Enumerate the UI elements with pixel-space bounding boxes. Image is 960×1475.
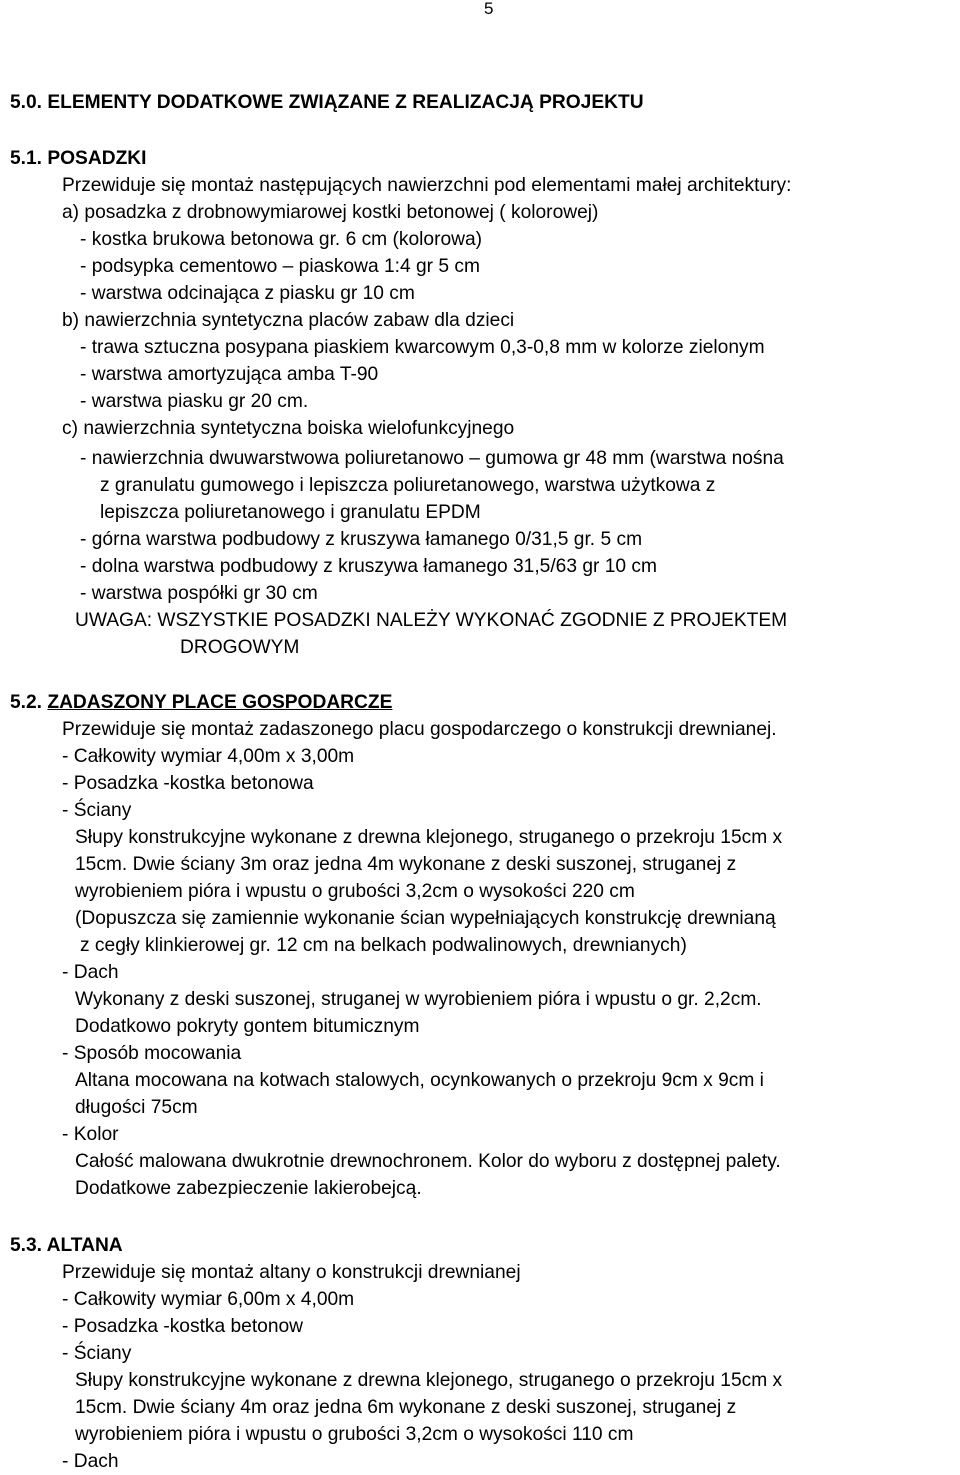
section-title: ALTANA: [46, 1235, 123, 1256]
text-line: - warstwa odcinająca z piasku gr 10 cm: [80, 283, 415, 304]
text-line: - Całkowity wymiar 6,00m x 4,00m: [62, 1289, 355, 1310]
text-line: 15cm. Dwie ściany 4m oraz jedna 6m wykonane z deski suszonej, struganej z: [75, 1397, 737, 1418]
section-number: 5.3.: [10, 1235, 43, 1256]
text-line: Dodatkowe zabezpieczenie lakierobejcą.: [75, 1178, 422, 1199]
text-line: 15cm. Dwie ściany 3m oraz jedna 4m wykonane z deski suszonej, struganej z: [75, 854, 737, 875]
text-line: c) nawierzchnia syntetyczna boiska wielofunkcyjnego: [62, 418, 515, 439]
text-line: Słupy konstrukcyjne wykonane z drewna klejonego, struganego o przekroju 15cm x: [75, 827, 783, 848]
text-line: wyrobieniem pióra i wpustu o grubości 3,2cm o wysokości 220 cm: [75, 881, 635, 902]
section-title: ZADASZONY PLACE GOSPODARCZE: [47, 692, 393, 713]
text-line: - Posadzka -kostka betonowa: [62, 773, 314, 794]
section-5-3-title: [10, 1232, 123, 1259]
text-line: wyrobieniem pióra i wpustu o grubości 3,2cm o wysokości 110 cm: [75, 1424, 634, 1445]
text-line: - Ściany: [62, 1343, 132, 1364]
text-line: Altana mocowana na kotwach stalowych, ocynkowanych o przekroju 9cm x 9cm i: [75, 1070, 764, 1091]
section-number: 5.2.: [10, 692, 43, 713]
text-line: - podsypka cementowo – piaskowa 1:4 gr 5 cm: [80, 256, 480, 277]
text-line: - kostka brukowa betonowa gr. 6 cm (kolorowa): [80, 229, 483, 250]
text-line: - Sposób mocowania: [62, 1043, 242, 1064]
text-line: Dodatkowo pokryty gontem bitumicznym: [75, 1016, 420, 1037]
warning-line: DROGOWYM: [180, 637, 300, 658]
text-line: - trawa sztuczna posypana piaskiem kwarcowym 0,3-0,8 mm w kolorze zielonym: [80, 337, 765, 358]
text-line: - Całkowity wymiar 4,00m x 3,00m: [62, 746, 355, 767]
main-heading: 5.0. ELEMENTY DODATKOWE ZWIĄZANE Z REALIZACJĄ PROJEKTU: [10, 92, 644, 113]
text-line: Przewiduje się montaż następujących nawierzchni pod elementami małej architektury:: [62, 175, 792, 196]
text-line: - górna warstwa podbudowy z kruszywa łamanego 0/31,5 gr. 5 cm: [80, 529, 643, 550]
section-5-2-title: [10, 689, 392, 716]
text-line: - dolna warstwa podbudowy z kruszywa łamanego 31,5/63 gr 10 cm: [80, 556, 657, 577]
text-line: długości 75cm: [75, 1097, 198, 1118]
text-line: Wykonany z deski suszonej, struganej w wyrobieniem pióra i wpustu o gr. 2,2cm.: [75, 989, 762, 1010]
text-line: - warstwa piasku gr 20 cm.: [80, 391, 309, 412]
text-line: - nawierzchnia dwuwarstwowa poliuretanowo – gumowa gr 48 mm (warstwa nośna: [80, 448, 784, 469]
text-line: - Ściany: [62, 800, 132, 821]
section-5-1-title: 5.1. POSADZKI: [10, 148, 147, 169]
text-line: z cegły klinkierowej gr. 12 cm na belkach podwalinowych, drewnianych): [80, 935, 687, 956]
text-line: z granulatu gumowego i lepiszcza poliuretanowego, warstwa użytkowa z: [100, 475, 716, 496]
text-line: - Kolor: [62, 1124, 119, 1145]
text-line: - Dach: [62, 962, 119, 983]
text-line: lepiszcza poliuretanowego i granulatu EPDM: [100, 502, 481, 523]
text-line: Przewiduje się montaż zadaszonego placu gospodarczego o konstrukcji drewnianej.: [62, 719, 777, 740]
text-line: - warstwa pospółki gr 30 cm: [80, 583, 318, 604]
text-line: Całość malowana dwukrotnie drewnochronem. Kolor do wyboru z dostępnej palety.: [75, 1151, 781, 1172]
text-line: - Posadzka -kostka betonow: [62, 1316, 304, 1337]
text-line: Słupy konstrukcyjne wykonane z drewna klejonego, struganego o przekroju 15cm x: [75, 1370, 783, 1391]
text-line: a) posadzka z drobnowymiarowej kostki betonowej ( kolorowej): [62, 202, 599, 223]
page-number: 5: [484, 0, 494, 18]
text-line: (Dopuszcza się zamiennie wykonanie ścian wypełniających konstrukcję drewnianą: [75, 908, 776, 929]
text-line: Przewiduje się montaż altany o konstrukcji drewnianej: [62, 1262, 521, 1283]
warning-line: UWAGA: WSZYSTKIE POSADZKI NALEŻY WYKONAĆ ZGODNIE Z PROJEKTEM: [75, 610, 788, 631]
text-line: b) nawierzchnia syntetyczna placów zabaw dla dzieci: [62, 310, 515, 331]
text-line: - Dach: [62, 1451, 119, 1472]
text-line: - warstwa amortyzująca amba T-90: [80, 364, 379, 385]
